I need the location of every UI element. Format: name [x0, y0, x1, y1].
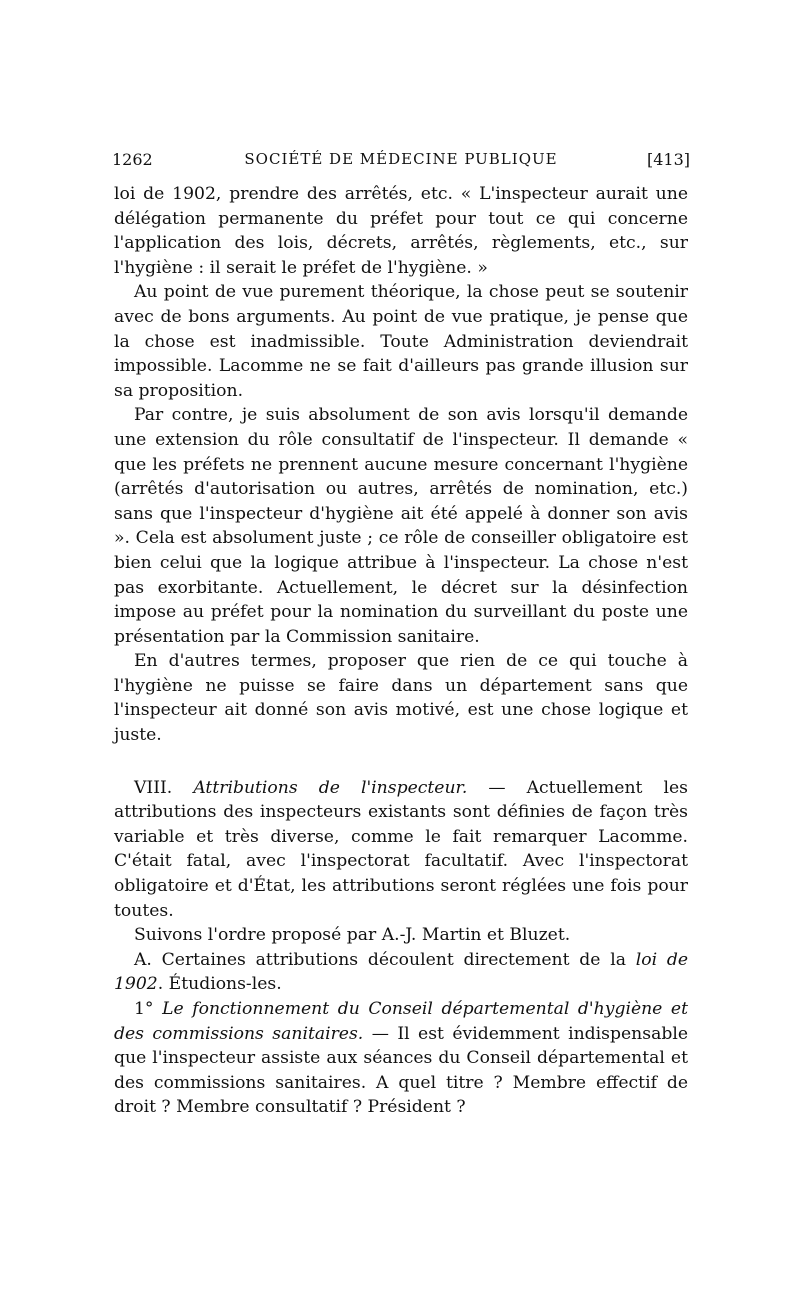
item-title: Le fonctionnement du Conseil départemental d'hygiène et des commissions sanitaires. [114, 999, 688, 1044]
section-title: Attributions de l'inspecteur. [193, 777, 468, 798]
running-title: SOCIÉTÉ DE MÉDECINE PUBLIQUE [244, 150, 558, 168]
section-number: VIII. [134, 777, 173, 798]
item-text: — Il est évidemment indispensable que l'inspecteur assiste aux séances du Conseil départemental et des commissions sanitaires. A quel titre ? Membre effectif de droit ? Membre consultatif ? Président ? [114, 1023, 688, 1118]
paragraph-7-text: A. Certaines attributions découlent directement de la [134, 949, 636, 970]
paragraph-4: En d'autres termes, proposer que rien de ce qui touche à l'hygiène ne puisse se faire dans un département sans que l'inspecteur ait donné son avis motivé, est une chose logique et juste. [114, 651, 688, 746]
paragraph-1: loi de 1902, prendre des arrêtés, etc. « L'inspecteur aurait une délégation permanente du préfet pour tout ce qui concerne l'application des lois, décrets, arrêtés, règlements, etc., sur l'hygiène : il serait le préfet de l'hygiène. » [114, 184, 688, 278]
paragraph-2: Au point de vue purement théorique, la chose peut se soutenir avec de bons arguments. Au point de vue pratique, je pense que la chose est inadmissible. Toute Administration deviendrait impossible. Lacomme ne se fait d'ailleurs pas grande illusion sur sa proposition. [114, 282, 688, 401]
text-body [114, 182, 688, 1120]
item-number: 1° [134, 999, 163, 1019]
paragraph-6: Suivons l'ordre proposé par A.-J. Martin et Bluzet. [134, 925, 571, 946]
section-text: — Actuellement les attributions des inspecteurs existants sont définies de façon très variable et très diverse, comme le fait remarquer Lacomme. C'était fatal, avec l'inspectorat facultatif. Avec l'inspectorat obligatoire et d'État, les attributions seront réglées une fois pour toutes. [114, 777, 688, 921]
law-reference: loi de 1902 [114, 949, 688, 995]
paragraph-8 [114, 997, 688, 1120]
section-viii-paragraph [114, 776, 688, 924]
paragraph-7-end: . Étudions-les. [157, 974, 282, 995]
running-header [112, 150, 690, 174]
paragraph-3: Par contre, je suis absolument de son avis lorsqu'il demande une extension du rôle consultatif de l'inspecteur. Il demande « que les préfets ne prennent aucune mesure concernant l'hygiène (arrêtés d'autorisation ou autres, arrêtés de nomination, etc.) sans que l'inspecteur d'hygiène ait été appelé à donner son avis ». Cela est absolument juste ; ce rôle de conseiller obligatoire est bien celui que la logique attribue à l'inspecteur. La chose n'est pas exorbitante. Actuellement, le décret sur la désinfection impose au préfet pour la nomination du surveillant du poste une présentation par la Commission sanitaire. [114, 405, 688, 647]
paragraph-7 [114, 948, 688, 997]
page-number: 1262 [112, 150, 153, 169]
bracket-page-number: [413] [646, 150, 690, 169]
